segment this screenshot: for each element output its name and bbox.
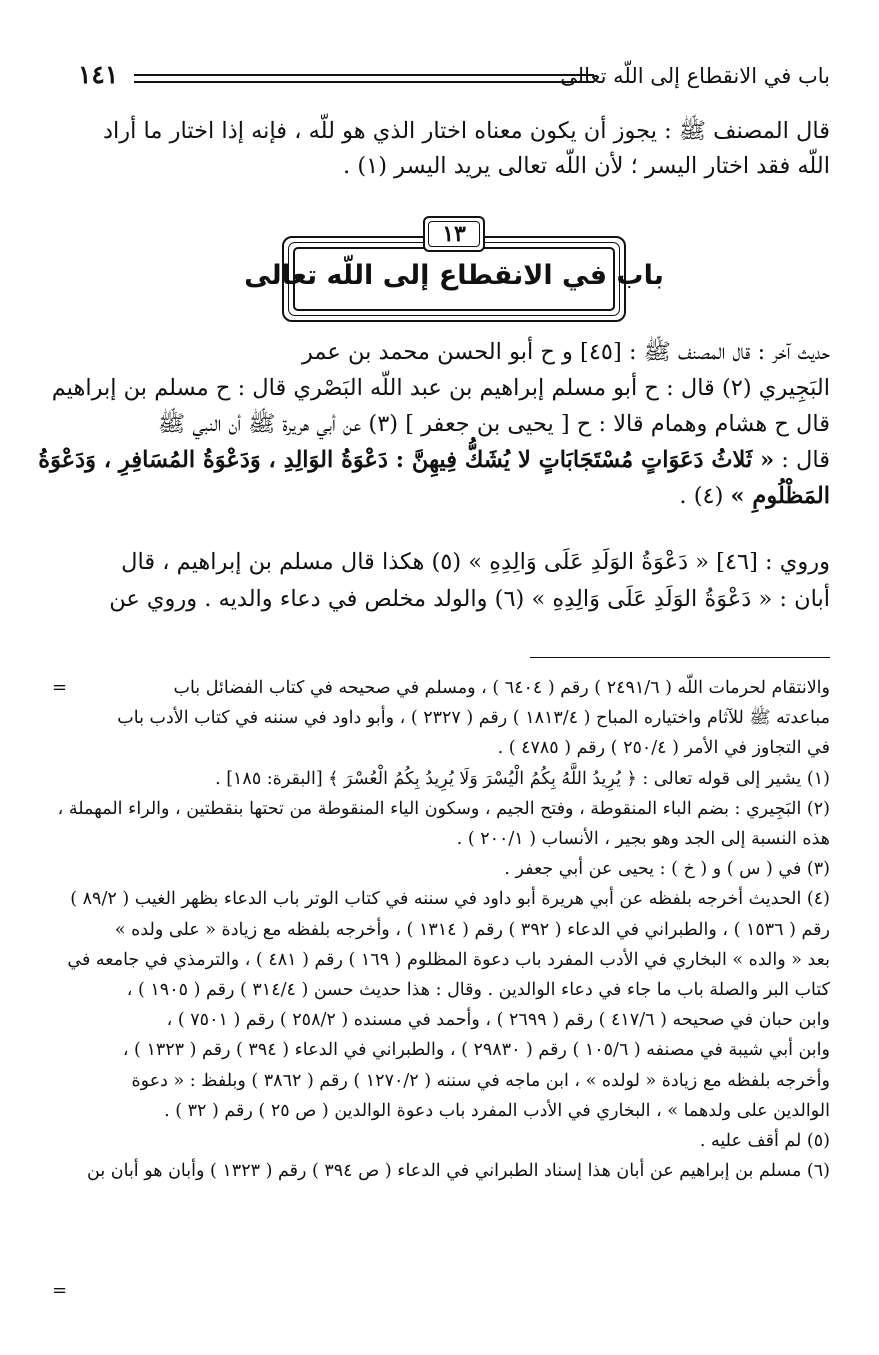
footnote-line: في التجاوز في الأمر ( ٢٥٠/٤ ) رقم ( ٤٧٨٥ ) . xyxy=(497,738,830,759)
footnote-line: كتاب البر والصلة باب ما جاء في دعاء الوالدين . وقال : هذا حديث حسن ( ٣١٤/٤ ) رقم ( ١٩٠٥ ) ، xyxy=(126,980,830,1001)
footnote-line: وأخرجه بلفظه مع زيادة « لولده » ، ابن ماجه في سننه ( ١٢٧٠/٢ ) رقم ( ٣٨٦٢ ) وبلفظ : « دعوة xyxy=(131,1070,830,1091)
continuation-mark-bottom: = xyxy=(52,1280,68,1301)
text-line xyxy=(38,442,830,478)
text-line: حديث آخر : قال المصنف ﷺ : [٤٥] و ح أبو الحسن محمد بن عمر xyxy=(302,339,830,365)
running-header-title: باب في الانقطاع إلى اللّه تعالى xyxy=(560,64,830,88)
text-line: قال المصنف ﷺ : يجوز أن يكون معناه اختار الذي هو للّه ، فإنه إذا اختار ما أراد xyxy=(103,118,830,144)
footnote-line: (٤) الحديث أخرجه بلفظه عن أبي هريرة أبو داود في سننه في كتاب الوتر باب الدعاء بظهر الغيب ( ٨٩/٢ ) xyxy=(70,889,830,910)
footnote-line: (٢) البَجِيري : بضم الباء المنقوطة ، وفتح الجيم ، وسكون الياء المنقوطة من تحتها بنقطتين ، والراء المهملة ، xyxy=(57,798,830,819)
footnote-line: (٣) في ( س ) و ( خ ) : يحيى عن أبي جعفر . xyxy=(504,859,830,880)
chapter-heading xyxy=(78,208,830,326)
footnote-line: وابن أبي شيبة في مصنفه ( ١٠٥/٦ ) رقم ( ٢٩٨٣٠ ) ، والطبراني في الدعاء ( ٣٩٤ ) رقم ( ١٣٢٣ ) ، xyxy=(122,1040,830,1061)
text-line xyxy=(78,478,830,514)
book-page xyxy=(38,58,830,1308)
running-header-rule xyxy=(134,74,594,83)
text-line: اللّه فقد اختار اليسر ؛ لأن اللّه تعالى يريد اليسر (١) . xyxy=(343,153,830,179)
footnotes xyxy=(52,673,830,1301)
hadith-text-end: المَظْلُومِ » xyxy=(730,483,830,509)
running-header xyxy=(78,58,830,102)
footnote-line: رقم ( ١٥٣٦ ) ، والطبراني في الدعاء ( ٣٩٢ ) رقم ( ١٣١٤ ) ، وأخرجه بلفظه مع زيادة « على ولده » xyxy=(114,919,830,940)
footnote-ref: (٤) . xyxy=(679,483,724,509)
page-number: ١٤١ xyxy=(78,60,119,89)
continuation-mark-top: = xyxy=(52,677,68,698)
footnote-line: الوالدين على ولدهما » ، البخاري في الأدب المفرد باب دعوة الوالدين ( ص ٢٥ ) رقم ( ٣٢ ) . xyxy=(164,1100,830,1121)
text-line: أبان : « دَعْوَةُ الوَلَدِ عَلَى وَالِدِهِ » (٦) والولد مخلص في دعاء والديه . وروي عن xyxy=(109,586,830,612)
footnote-line: هذه النسبة إلى الجد وهو بجير ، الأنساب ( ٢٠٠/١ ) . xyxy=(456,829,830,850)
chapter-title: باب في الانقطاع إلى اللّه تعالى xyxy=(244,260,664,291)
footnote-line: (١) يشير إلى قوله تعالى : ﴿ يُرِيدُ اللَّهُ بِكُمُ الْيُسْرَ وَلَا يُرِيدُ بِكُمُ الْعُسْرَ ﴾ [البقرة: ١٨٥] . xyxy=(215,768,830,789)
hadith-text: « ثَلاثُ دَعَوَاتٍ مُسْتَجَابَاتٍ لا يُشَكُّ فِيهِنَّ : دَعْوَةُ الوَالِدِ ، وَدَعْوَةُ المُسَافِرِ ، وَدَعْوَةُ xyxy=(38,447,775,473)
hadith-paragraph xyxy=(38,334,830,514)
intro-paragraph xyxy=(78,114,830,184)
footnote-line: مباعدته ﷺ للآثام واختياره المباح ( ١٨١٣/٤ ) رقم ( ٢٣٢٧ ) ، وأبو داود في سننه في كتاب الأدب باب xyxy=(117,708,830,729)
footnote-line: والانتقام لحرمات اللّه ( ٢٤٩١/٦ ) رقم ( ٦٤٠٤ ) ، ومسلم في صحيحه في كتاب الفضائل باب xyxy=(173,678,830,698)
chapter-number: ١٣ xyxy=(442,221,466,247)
chapter-number-badge xyxy=(423,216,485,252)
footnote-line: (٥) لم أقف عليه . xyxy=(699,1131,830,1152)
text-line: وروي : [٤٦] « دَعْوَةُ الوَلَدِ عَلَى وَالِدِهِ » (٥) هكذا قال مسلم بن إبراهيم ، قال xyxy=(121,549,830,575)
narration-paragraph xyxy=(78,544,830,618)
text-line: قال ح هشام وهمام قالا : ح [ يحيى بن جعفر ] (٣) عن أبي هريرة ﷺ أن النبي ﷺ xyxy=(158,411,830,437)
text-line: البَجِيري (٢) قال : ح أبو مسلم إبراهيم بن عبد اللّه البَصْري قال : ح مسلم بن إبراهيم xyxy=(51,375,830,401)
footnote-line: بعد « والده » البخاري في الأدب المفرد باب دعوة المظلوم ( ١٦٩ ) رقم ( ٤٨١ ) ، والترمذي في جامعه في xyxy=(67,949,830,970)
hadith-lead: قال : xyxy=(781,447,830,473)
footnote-separator xyxy=(530,657,830,658)
footnote-line: وابن حبان في صحيحه ( ٤١٧/٦ ) رقم ( ٢٦٩٩ ) ، وأحمد في مسنده ( ٢٥٨/٢ ) رقم ( ٧٥٠١ ) ، xyxy=(166,1010,830,1031)
footnote-line: (٦) مسلم بن إبراهيم عن أبان هذا إسناد الطبراني في الدعاء ( ص ٣٩٤ ) رقم ( ١٣٢٣ ) وأبان هو أبان بن xyxy=(87,1161,830,1182)
